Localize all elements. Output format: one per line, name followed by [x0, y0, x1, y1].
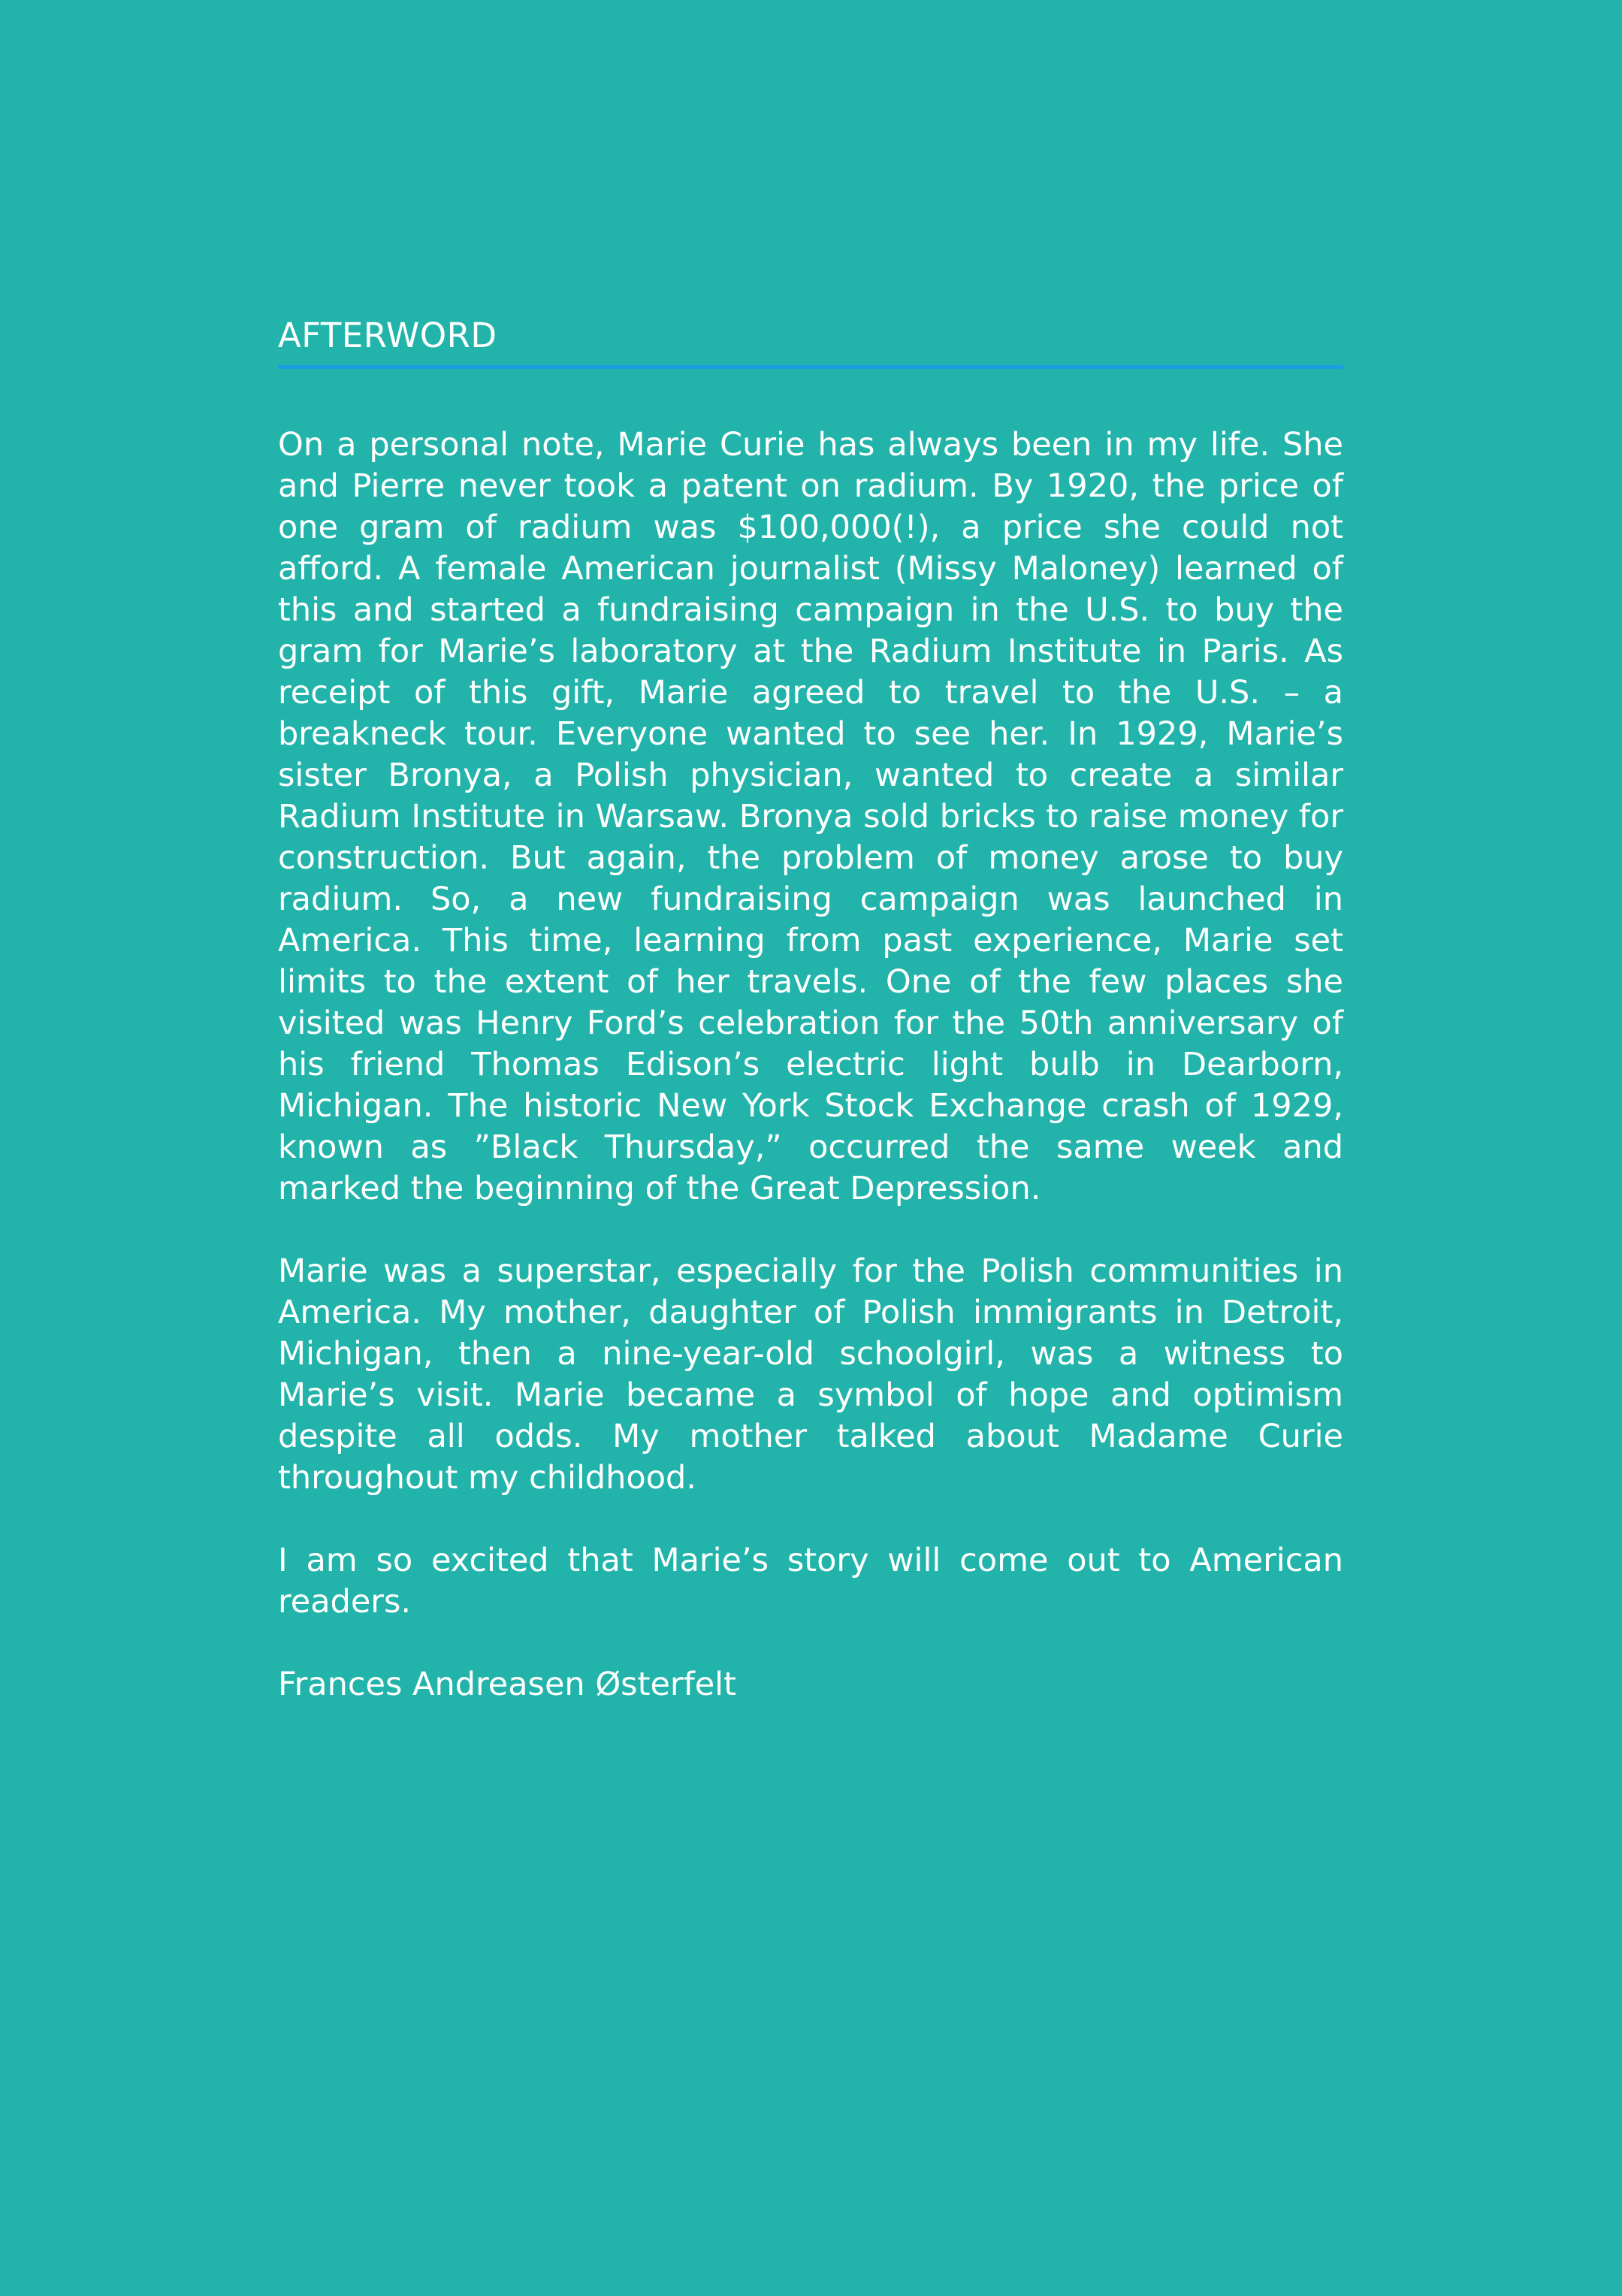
paragraph-excited: I am so excited that Marie’s story will come out to American readers. [278, 1542, 1343, 1621]
paragraph-personal-note: On a personal note, Marie Curie has always been in my life. She and Pierre never took a patent on radium. By 1920, the price of one gram of radium was $100,000(!), a price she could not afford. A female American journalist (Missy Maloney) learned of this and started a fundraising campaign in the U.S. to buy the gram for Marie’s laboratory at the Radium Institute in Paris. As receipt of this gift, Marie agreed to travel to the U.S. – a breakneck tour. Everyone wanted to see her. In 1929, Marie’s sister Bronya, a Polish physician, wanted to create a similar Radium Institute in Warsaw. Bronya sold bricks to raise money for construction. But again, the problem of money arose to buy radium. So, a new fundraising campaign was launched in America. This time, learning from past experience, Marie set limits to the extent of her travels. One of the few places she visited was Henry Ford’s celebration for the 50th anniversary of his friend Thomas Edison’s electric light bulb in Dearborn, Michigan. The historic New York Stock Exchange crash of 1929, known as ”Black Thursday,” occurred the same week and marked the beginning of the Great Depression. [278, 426, 1343, 1207]
afterword-section [278, 314, 1343, 1705]
heading-divider [278, 365, 1343, 369]
paragraph-superstar: Marie was a superstar, especially for the Polish communities in America. My mother, daughter of Polish immigrants in Detroit, Michigan, then a nine-year-old schoolgirl, was a witness to Marie’s visit. Marie became a symbol of hope and optimism despite all odds. My mother talked about Madame Curie throughout my childhood. [278, 1252, 1343, 1497]
author-signature: Frances Andreasen Østerfelt [278, 1666, 736, 1703]
section-heading: AFTERWORD [278, 316, 497, 355]
